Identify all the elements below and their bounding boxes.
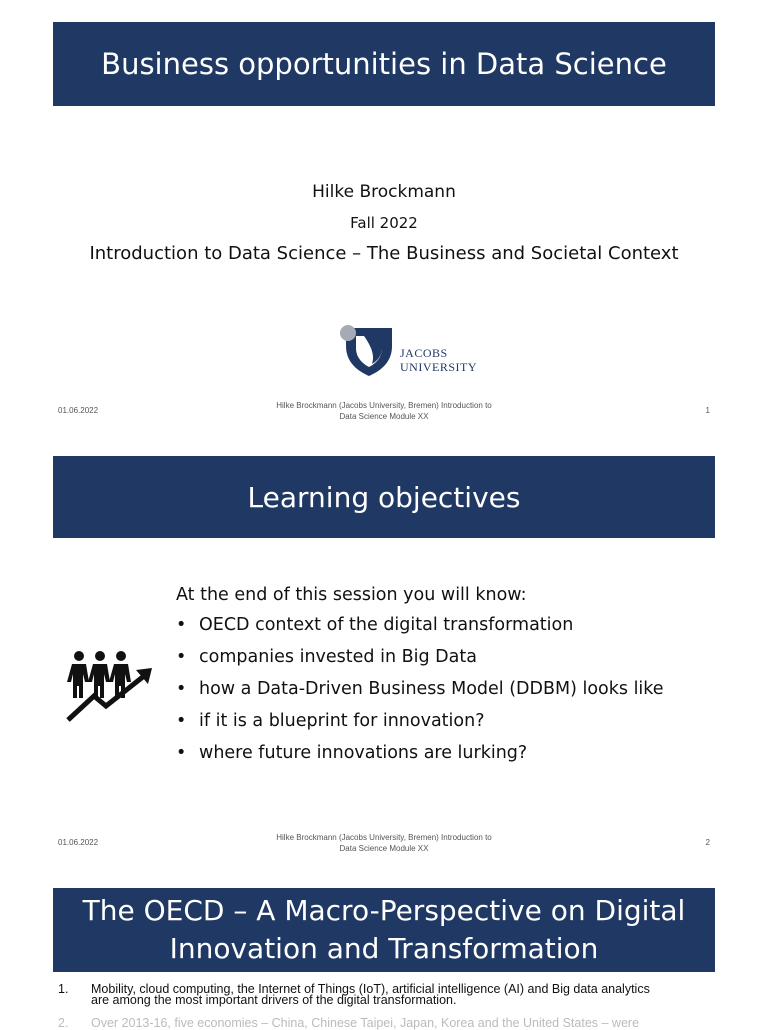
objective-text: how a Data-Driven Business Model (DDBM) looks like bbox=[199, 679, 664, 699]
objective-item bbox=[176, 677, 664, 709]
objective-text: where future innovations are lurking? bbox=[199, 743, 528, 763]
objective-item bbox=[176, 741, 664, 773]
logo-line-2: UNIVERSITY bbox=[400, 360, 477, 374]
list-text-line-1: Mobility, cloud computing, the Internet of Things (IoT), artificial intelligence (AI) and Big data analytics bbox=[91, 982, 650, 996]
footer-date: 01.06.2022 bbox=[58, 838, 99, 847]
slide-3-title bbox=[53, 888, 715, 972]
objective-text: if it is a blueprint for innovation? bbox=[199, 711, 485, 731]
list-text-line-1: Over 2013-16, five economies – China, Chinese Taipei, Japan, Korea and the United States – were bbox=[91, 1016, 640, 1030]
footer-center bbox=[250, 832, 518, 854]
list-item bbox=[58, 984, 708, 1006]
bullet: • bbox=[176, 679, 187, 699]
objective-text: OECD context of the digital transformation bbox=[199, 615, 574, 635]
footer-center-line-2: Data Science Module XX bbox=[339, 844, 429, 853]
footer-center-line-2: Data Science Module XX bbox=[339, 412, 429, 421]
page-number: 2 bbox=[705, 838, 710, 847]
objectives-intro: At the end of this session you will know: bbox=[176, 585, 527, 605]
people-growth-icon bbox=[64, 648, 154, 726]
slide-3-title-line-2: Innovation and Transformation bbox=[169, 932, 599, 965]
footer-center-line-1: Hilke Brockmann (Jacobs University, Bremen) Introduction to bbox=[276, 401, 492, 410]
objective-item bbox=[176, 645, 664, 677]
author-name: Hilke Brockmann bbox=[312, 182, 456, 202]
course-title: Introduction to Data Science – The Business and Societal Context bbox=[89, 243, 679, 264]
footer-center-line-1: Hilke Brockmann (Jacobs University, Bremen) Introduction to bbox=[276, 833, 492, 842]
page-number: 1 bbox=[705, 406, 710, 415]
bullet: • bbox=[176, 711, 187, 731]
objective-text: companies invested in Big Data bbox=[199, 647, 477, 667]
objective-item bbox=[176, 709, 664, 741]
slide-2-title: Learning objectives bbox=[53, 456, 715, 538]
learning-objectives bbox=[176, 585, 664, 773]
list-number: 2. bbox=[58, 1016, 69, 1030]
slide-footer bbox=[0, 832, 768, 856]
bullet: • bbox=[176, 743, 187, 763]
bullet: • bbox=[176, 615, 187, 635]
objectives-list bbox=[176, 613, 664, 773]
list-number: 1. bbox=[58, 982, 69, 996]
slide-3-title-line-1: The OECD – A Macro-Perspective on Digital bbox=[82, 894, 686, 927]
term: Fall 2022 bbox=[350, 214, 418, 232]
oecd-list bbox=[58, 982, 708, 1030]
bullet: • bbox=[176, 647, 187, 667]
footer-date: 01.06.2022 bbox=[58, 406, 99, 415]
list-text-line-2: are among the most important drivers of the digital transformation. bbox=[91, 993, 457, 1007]
logo-line-1: JACOBS bbox=[400, 346, 448, 360]
objective-item bbox=[176, 613, 664, 645]
slide-1-title: Business opportunities in Data Science bbox=[53, 22, 715, 106]
